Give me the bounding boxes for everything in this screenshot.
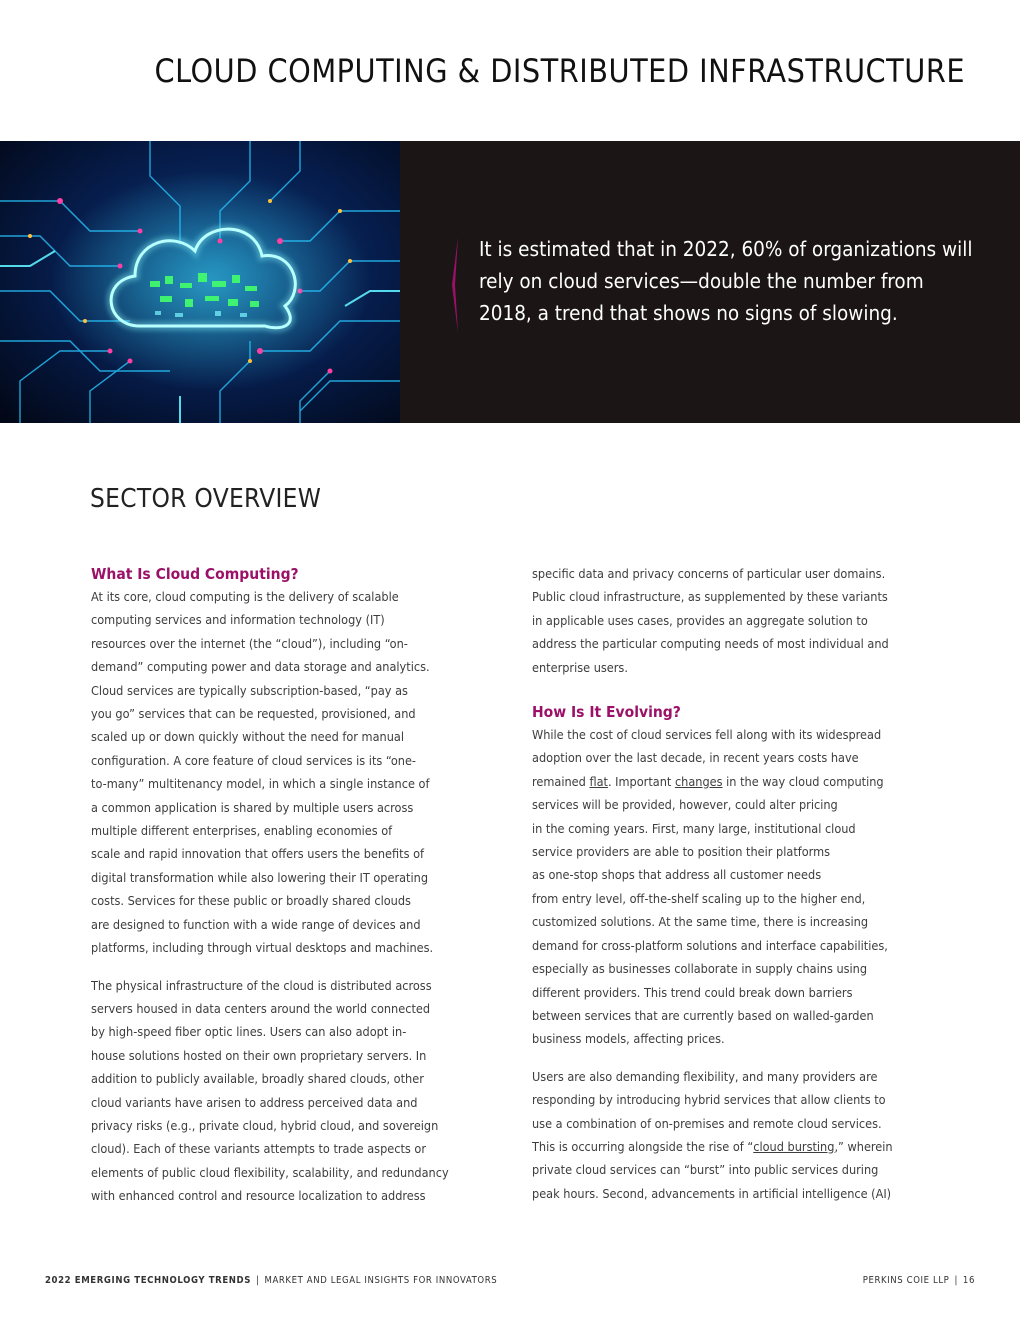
link-cloud-bursting[interactable]: cloud bursting [753,1138,835,1154]
text-run: in the way cloud computing services will be provided, however, could alter pricing in the coming years. First, many large, institutional cloud service providers are able to position their platforms as one-stop shops that address all customer needs from entry level, off-the-shelf scaling up to the higher end, customized solutions. At the same time, there is increasing demand for cross-platform solutions and interface capabilities, especially as businesses collaborate in supply chains using different providers. This trend could break down barriers between services that are currently based on walled-garden business models, affecting prices. [532,773,888,1047]
hero-banner [0,141,1020,423]
footer-separator: | [255,1275,260,1286]
text-run: . Important [607,773,675,789]
quote-panel [400,141,1020,423]
text-run: While the cost of cloud services fell along with its widespread adoption over the last decade, in recent years costs have remained [532,727,882,789]
paragraph [532,723,927,1051]
paragraph: At its core, cloud computing is the delivery of scalable computing services and information technology (IT) resources over the internet (the “cloud”), including “on- demand” computing power and data storage and analytics. Cloud services are typically subscription-based, “pay as you go” services that can be requested, provisioned, and scaled up or down quickly without the need for manual configuration. A core feature of cloud services is its “one- to-many” multitenancy model, in which a single instance of a common application is shared by multiple users across multiple different enterprises, enabling economies of scale and rapid innovation that offers users the benefits of digital transformation while also lowering their IT operating costs. Services for these public or broadly shared clouds are designed to function with a wide range of devices and platforms, including through virtual desktops and machines. [91,589,434,956]
page-footer [45,1275,975,1289]
quote-accent-bar [450,237,460,333]
section-title: SECTOR OVERVIEW [90,484,322,514]
footer-publication [45,1275,497,1286]
link-flat[interactable]: flat [589,773,608,789]
footer-firm [863,1275,975,1286]
heading-how-evolving: How Is It Evolving? [532,703,681,722]
left-column [91,563,486,1208]
paragraph [532,1065,927,1205]
footer-separator: | [954,1275,958,1286]
cloud-circuit-image [0,141,400,423]
heading-what-is-cloud: What Is Cloud Computing? [91,565,299,583]
text-run: Users are also demanding flexibility, and many providers are responding by introducing hybrid services that allow clients to use a combination of on-premises and remote cloud services. This is occurring alongside the rise of “ [532,1068,886,1154]
footer-subtitle: MARKET AND LEGAL INSIGHTS FOR INNOVATORS [264,1275,498,1286]
page-number: 16 [962,1275,975,1286]
text-run: ,” wherein private cloud services can “burst” into public services during peak hours. Second, advancements in artificial intelligence (AI) [532,1138,893,1201]
page-title: CLOUD COMPUTING & DISTRIBUTED INFRASTRUCTURE [154,52,965,90]
right-column [532,562,927,1205]
footer-firm-name: PERKINS COIE LLP [862,1275,950,1286]
cloud-circuit-illustration [0,141,400,423]
footer-report-title: 2022 EMERGING TECHNOLOGY TRENDS [45,1275,251,1286]
paragraph: specific data and privacy concerns of particular user domains. Public cloud infrastructure, as supplemented by these variants in applicable uses cases, provides an aggregate solution to address the particular computing needs of most individual and enterprise users. [532,566,889,675]
link-changes[interactable]: changes [674,773,723,789]
pull-quote: It is estimated that in 2022, 60% of organizations will rely on cloud services—double the number from 2018, a trend that shows no signs of slowing. [479,237,973,325]
paragraph: The physical infrastructure of the cloud is distributed across servers housed in data centers around the world connected by high-speed fiber optic lines. Users can also adopt in- house solutions hosted on their own proprietary servers. In addition to publicly available, broadly shared clouds, other cloud variants have arisen to address perceived data and privacy risks (e.g., private cloud, hybrid cloud, and sovereign cloud). Each of these variants attempts to trade aspects or elements of public cloud flexibility, scalability, and redundancy with enhanced control and resource localization to address [91,977,449,1204]
